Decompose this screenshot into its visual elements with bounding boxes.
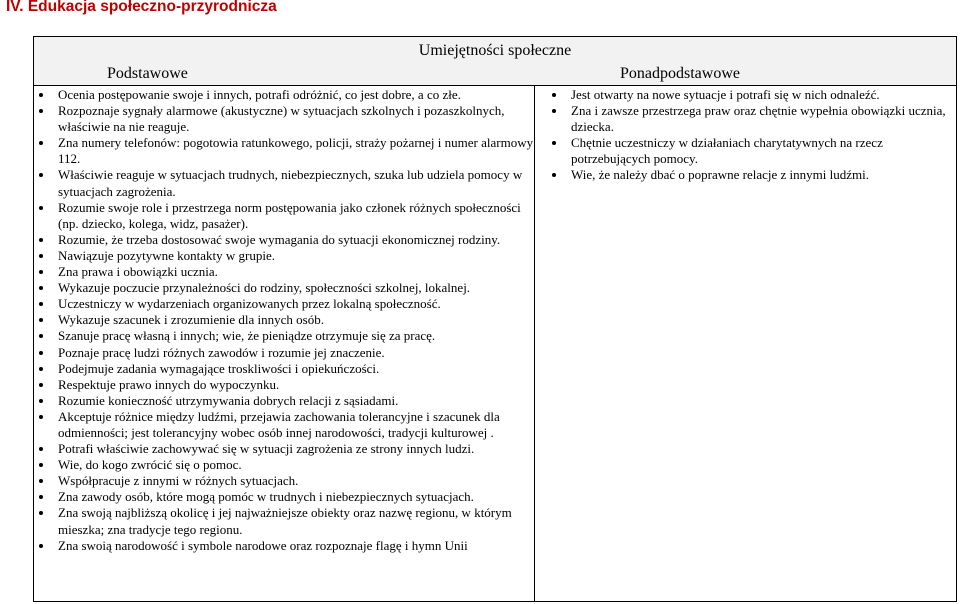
list-item: Szanuje pracę własną i innych; wie, że pieniądze otrzymuje się za pracę. — [34, 328, 534, 344]
advanced-skills-list — [535, 87, 956, 184]
list-item: Akceptuje różnice między ludźmi, przejawia zachowania tolerancyjne i szacunek dla odmienności; jest tolerancyjny wobec osób innej narodowości, tradycji kulturowej . — [34, 409, 534, 441]
skills-table — [33, 36, 957, 602]
list-item: Rozumie konieczność utrzymywania dobrych relacji z sąsiadami. — [34, 393, 534, 409]
list-item: Zna i zawsze przestrzega praw oraz chętnie wypełnia obowiązki ucznia, dziecka. — [535, 103, 956, 135]
list-item: Potrafi właściwie zachowywać się w sytuacji zagrożenia ze strony innych ludzi. — [34, 441, 534, 457]
list-item: Wykazuje szacunek i zrozumienie dla innych osób. — [34, 312, 534, 328]
list-item: Zna swoją najbliższą okolicę i jej najważniejsze obiekty oraz nazwę regionu, w którym mieszka; zna tradycje tego regionu. — [34, 505, 534, 537]
list-item: Respektuje prawo innych do wypoczynku. — [34, 377, 534, 393]
list-item: Rozumie, że trzeba dostosować swoje wymagania do sytuacji ekonomicznej rodziny. — [34, 232, 534, 248]
section-title: IV. Edukacja społeczno-przyrodnicza — [6, 0, 277, 15]
list-item: Właściwie reaguje w sytuacjach trudnych, niebezpiecznych, szuka lub udziela pomocy w sytuacjach zagrożenia. — [34, 167, 534, 199]
list-item: Zna swoią narodowość i symbole narodowe oraz rozpoznaje flagę i hymn Unii — [34, 538, 534, 554]
list-item: Jest otwarty na nowe sytuacje i potrafi się w nich odnaleźć. — [535, 87, 956, 103]
list-item: Chętnie uczestniczy w działaniach charytatywnych na rzecz potrzebujących pomocy. — [535, 135, 956, 167]
column-header-basic: Podstawowe — [107, 65, 188, 82]
list-item: Rozpoznaje sygnały alarmowe (akustyczne) w sytuacjach szkolnych i pozaszkolnych, właściwie na nie reaguje. — [34, 103, 534, 135]
list-item: Zna numery telefonów: pogotowia ratunkowego, policji, straży pożarnej i numer alarmowy 112. — [34, 135, 534, 167]
list-item: Nawiązuje pozytywne kontakty w grupie. — [34, 248, 534, 264]
basic-skills-column — [34, 87, 534, 554]
list-item: Uczestniczy w wydarzeniach organizowanych przez lokalną społeczność. — [34, 296, 534, 312]
list-item: Wie, że należy dbać o poprawne relacje z innymi ludźmi. — [535, 167, 956, 183]
table-header — [34, 37, 956, 86]
list-item: Poznaje pracę ludzi różnych zawodów i rozumie jej znaczenie. — [34, 345, 534, 361]
list-item: Rozumie swoje role i przestrzega norm postępowania jako członek różnych społeczności (np. dziecko, kolega, widz, pasażer). — [34, 200, 534, 232]
list-item: Zna zawody osób, które mogą pomóc w trudnych i niebezpiecznych sytuacjach. — [34, 489, 534, 505]
list-item: Współpracuje z innymi w różnych sytuacjach. — [34, 473, 534, 489]
list-item: Podejmuje zadania wymagające troskliwości i opiekuńczości. — [34, 361, 534, 377]
list-item: Zna prawa i obowiązki ucznia. — [34, 264, 534, 280]
list-item: Wykazuje poczucie przynależności do rodziny, społeczności szkolnej, lokalnej. — [34, 280, 534, 296]
column-header-advanced: Ponadpodstawowe — [620, 65, 740, 82]
advanced-skills-column — [535, 87, 956, 184]
table-header-title: Umiejętności społeczne — [418, 42, 572, 59]
basic-skills-list — [34, 87, 534, 554]
list-item: Wie, do kogo zwrócić się o pomoc. — [34, 457, 534, 473]
list-item: Ocenia postępowanie swoje i innych, potrafi odróżnić, co jest dobre, a co złe. — [34, 87, 534, 103]
